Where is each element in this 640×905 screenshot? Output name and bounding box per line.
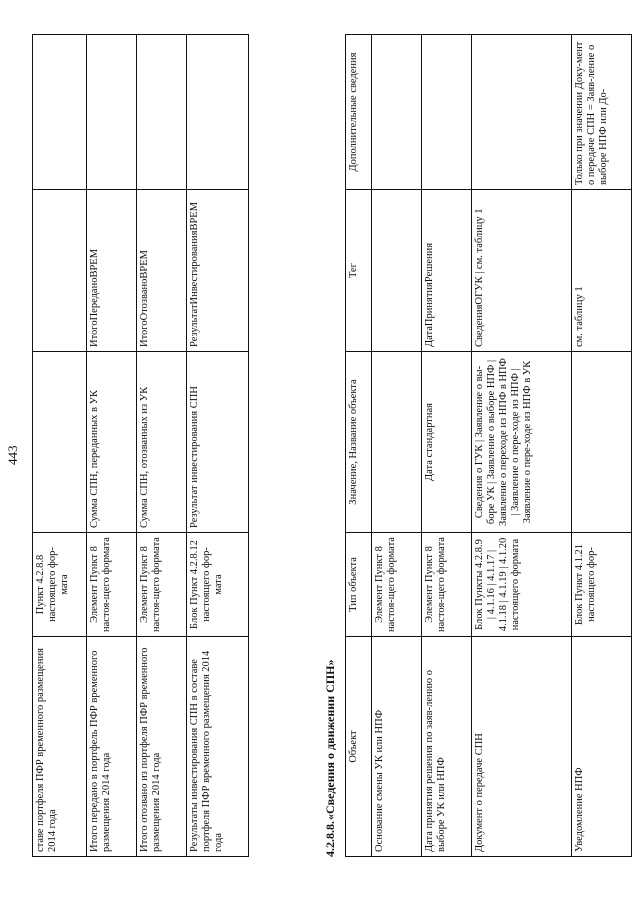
cell-type: Блок Пункт 4.2.8.12 настоящего фор-мата: [187, 533, 249, 637]
table-row: [33, 35, 87, 857]
cell-value: Результат инвестирования СПН: [187, 352, 249, 533]
header-value: Значение, Название объекта: [346, 352, 372, 533]
cell-type: Элемент Пункт 8 настоя-щего формата: [372, 533, 422, 637]
cell-object: ставе портфеля ПФР временного размещения 2014 года: [33, 637, 87, 857]
header-object: Объект: [346, 637, 372, 857]
cell-tag: ИтогоОтозваноВРЕМ: [137, 190, 187, 352]
header-extra: Дополнительные сведения: [346, 35, 372, 190]
cell-tag: [372, 190, 422, 352]
cell-extra: [87, 35, 137, 190]
table-continued: [32, 34, 249, 857]
cell-extra: Только при значении Доку-мент о передаче СПН = Заяв-ление о выборе НПФ или До-: [572, 35, 632, 190]
table-header-row: [346, 35, 372, 857]
cell-extra: [33, 35, 87, 190]
cell-object: Уведомление НПФ: [572, 637, 632, 857]
table-row: [187, 35, 249, 857]
table-row: [472, 35, 572, 857]
cell-extra: [187, 35, 249, 190]
table-row: [87, 35, 137, 857]
cell-extra: [472, 35, 572, 190]
cell-tag: см. таблицу 1: [572, 190, 632, 352]
cell-tag: [33, 190, 87, 352]
cell-value: [372, 352, 422, 533]
table-row: [372, 35, 422, 857]
cell-value: Сумма СПН, переданных в УК: [87, 352, 137, 533]
cell-object: Итого отозвано из портфеля ПФР временного размещения 2014 года: [137, 637, 187, 857]
header-type: Тип объекта: [346, 533, 372, 637]
cell-type: Элемент Пункт 8 настоя-щего формата: [87, 533, 137, 637]
cell-object: Результаты инвестирования СПН в составе портфеля ПФР временного размещения 2014 года: [187, 637, 249, 857]
cell-value: Сумма СПН, отозванных из УК: [137, 352, 187, 533]
cell-type: Пункт 4.2.8.8 настоящего фор-мата: [33, 533, 87, 637]
cell-extra: [422, 35, 472, 190]
spn-movement-table: [345, 34, 632, 857]
table-row: [572, 35, 632, 857]
section-number: 4.2.8.8.: [323, 821, 337, 857]
cell-value: [572, 352, 632, 533]
table-row: [422, 35, 472, 857]
cell-type: Элемент Пункт 8 настоя-щего формата: [137, 533, 187, 637]
cell-object: Итого передано в портфель ПФР временного размещения 2014 года: [87, 637, 137, 857]
cell-type: Элемент Пункт 8 настоя-щего формата: [422, 533, 472, 637]
header-tag: Тег: [346, 190, 372, 352]
section-title: «Сведения о движении СПН»: [323, 659, 337, 820]
cell-type: Блок Пункт 4.1.21 настоящего фор-: [572, 533, 632, 637]
table-row: [137, 35, 187, 857]
cell-tag: ИтогоПереданоВРЕМ: [87, 190, 137, 352]
page-number: 443: [5, 445, 20, 465]
cell-value: Дата стандартная: [422, 352, 472, 533]
cell-extra: [137, 35, 187, 190]
cell-value: [33, 352, 87, 533]
cell-value: Сведения о ГУК | Заявление о вы-боре УК | Заявление о выборе НПФ | Заявление о переходе из НПФ в НПФ | Заявление о пере-ходе из НПФ | Заявление о пере-ходе из НПФ в УК: [472, 352, 572, 533]
cell-object: Дата принятия решения по заяв-лению о выборе УК или НПФ: [422, 637, 472, 857]
section-heading: [323, 660, 338, 857]
cell-object: Основание смены УК или НПФ: [372, 637, 422, 857]
cell-object: Документ о передаче СПН: [472, 637, 572, 857]
cell-type: Блок Пункты 4.2.8.9 | 4.1.16 | 4.1.17 | 4.1.18 | 4.1.19 | 4.1.20 настоящего формата: [472, 533, 572, 637]
cell-tag: ДатаПринятияРешения: [422, 190, 472, 352]
cell-extra: [372, 35, 422, 190]
cell-tag: СведенияОГУК | см. таблицу 1: [472, 190, 572, 352]
cell-tag: РезультатИнвестированияВРЕМ: [187, 190, 249, 352]
